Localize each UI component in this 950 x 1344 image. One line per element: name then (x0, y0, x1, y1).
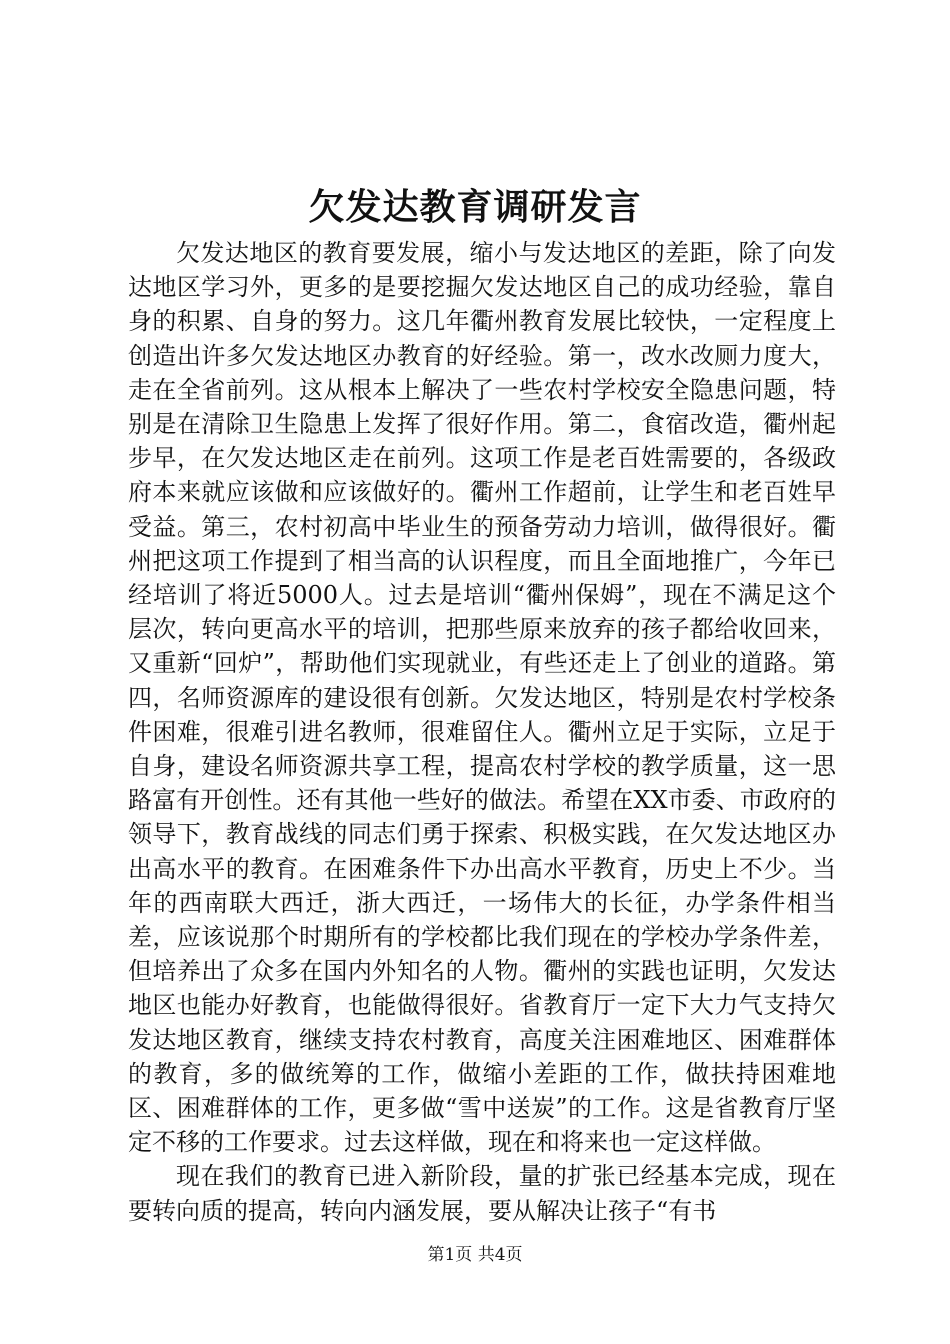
page-footer: 第1页 共4页 (427, 1245, 523, 1265)
paragraph-2: 现在我们的教育已进入新阶段，量的扩张已经基本完成，现在要转向质的提高，转向内涵发展，要从解决让孩子“有书 (128, 1162, 836, 1225)
document-body (128, 236, 836, 1228)
paragraph-1: 欠发达地区的教育要发展，缩小与发达地区的差距，除了向发达地区学习外，更多的是要挖掘欠发达地区自己的成功经验，靠自身的积累、自身的努力。这几年衢州教育发展比较快，一定程度上创造出许多欠发达地区办教育的好经验。第一，改水改厕力度大，走在全省前列。这从根本上解决了一些农村学校安全隐患问题，特别是在清除卫生隐患上发挥了很好作用。第二，食宿改造，衢州起步早，在欠发达地区走在前列。这项工作是老百姓需要的，各级政府本来就应该做和应该做好的。衢州工作超前，让学生和老百姓早受益。第三，农村初高中毕业生的预备劳动力培训，做得很好。衢州把这项工作提到了相当高的认识程度，而且全面地推广，今年已经培训了将近5000人。过去是培训“衢州保姆”，现在不满足这个层次，转向更高水平的培训，把那些原来放弃的孩子都给收回来，又重新“回炉”，帮助他们实现就业，有些还走上了创业的道路。第四，名师资源库的建设很有创新。欠发达地区，特别是农村学校条件困难，很难引进名教师，很难留住人。衢州立足于实际，立足于自身，建设名师资源共享工程，提高农村学校的教学质量，这一思路富有开创性。还有其他一些好的做法。希望在XX市委、市政府的领导下，教育战线的同志们勇于探索、积极实践，在欠发达地区办出高水平的教育。在困难条件下办出高水平教育，历史上不少。当年的西南联大西迁，浙大西迁，一场伟大的长征，办学条件相当差，应该说那个时期所有的学校都比我们现在的学校办学条件差，但培养出了众多在国内外知名的人物。衢州的实践也证明，欠发达地区也能办好教育，也能做得很好。省教育厅一定下大力气支持欠发达地区教育，继续支持农村教育，高度关注困难地区、困难群体的教育，多的做统筹的工作，做缩小差距的工作，做扶持困难地区、困难群体的工作，更多做“雪中送炭”的工作。这是省教育厅坚定不移的工作要求。过去这样做，现在和将来也一定这样做。 (128, 239, 836, 1157)
document-title: 欠发达教育调研发言 (308, 186, 642, 228)
